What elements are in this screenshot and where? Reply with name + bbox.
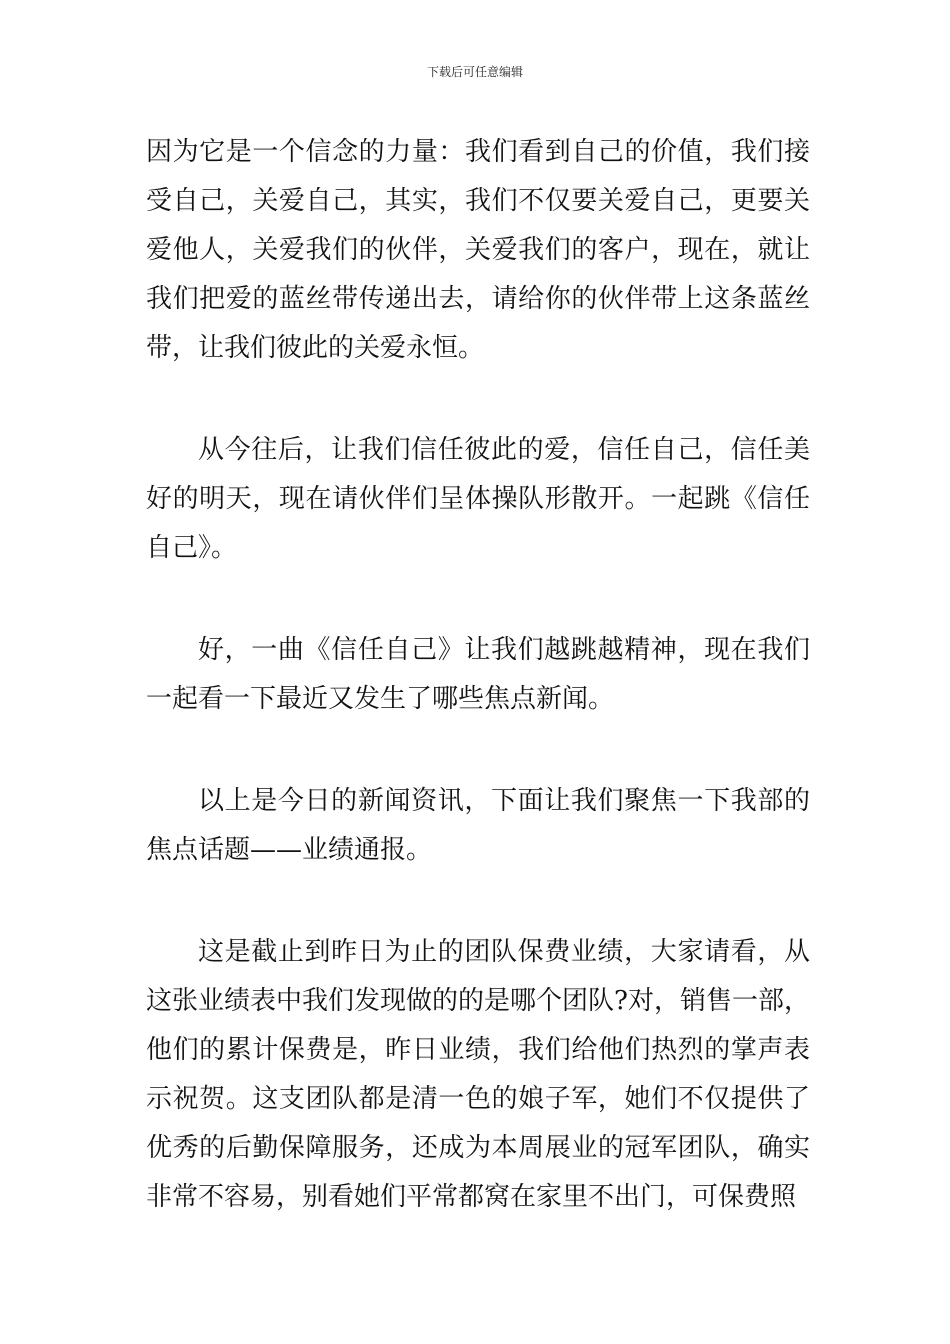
paragraph-1: 因为它是一个信念的力量：我们看到自己的价值，我们接受自己，关爱自己，其实，我们不仅要关爱自己，更要关爱他人，关爱我们的伙伴，关爱我们的客户，现在，就让我们把爱的蓝丝带传递出去，请给你的伙伴带上这条蓝丝带，让我们彼此的关爱永恒。 (146, 137, 810, 363)
paragraph-2: 从今往后，让我们信任彼此的爱，信任自己，信任美好的明天，现在请伙伴们呈体操队形散开。一起跳《信任自己》。 (146, 435, 810, 563)
paragraph-5: 这是截止到昨日为止的团队保费业绩，大家请看，从这张业绩表中我们发现做的的是哪个团队?对，销售一部，他们的累计保费是，昨日业绩，我们给他们热烈的掌声表示祝贺。这支团队都是清一色的娘子军，她们不仅提供了优秀的后勤保障服务，还成为本周展业的冠军团队，确实非常不容易，别看她们平常都窝在家里不出门，可保费照 (146, 937, 810, 1212)
paragraph-3: 好，一曲《信任自己》让我们越跳越精神，现在我们一起看一下最近又发生了哪些焦点新闻。 (146, 635, 810, 714)
page-header: 下载后可任意编辑 (426, 65, 523, 79)
document-body (146, 128, 810, 1222)
paragraph-4: 以上是今日的新闻资讯，下面让我们聚焦一下我部的焦点话题——业绩通报。 (146, 786, 810, 865)
